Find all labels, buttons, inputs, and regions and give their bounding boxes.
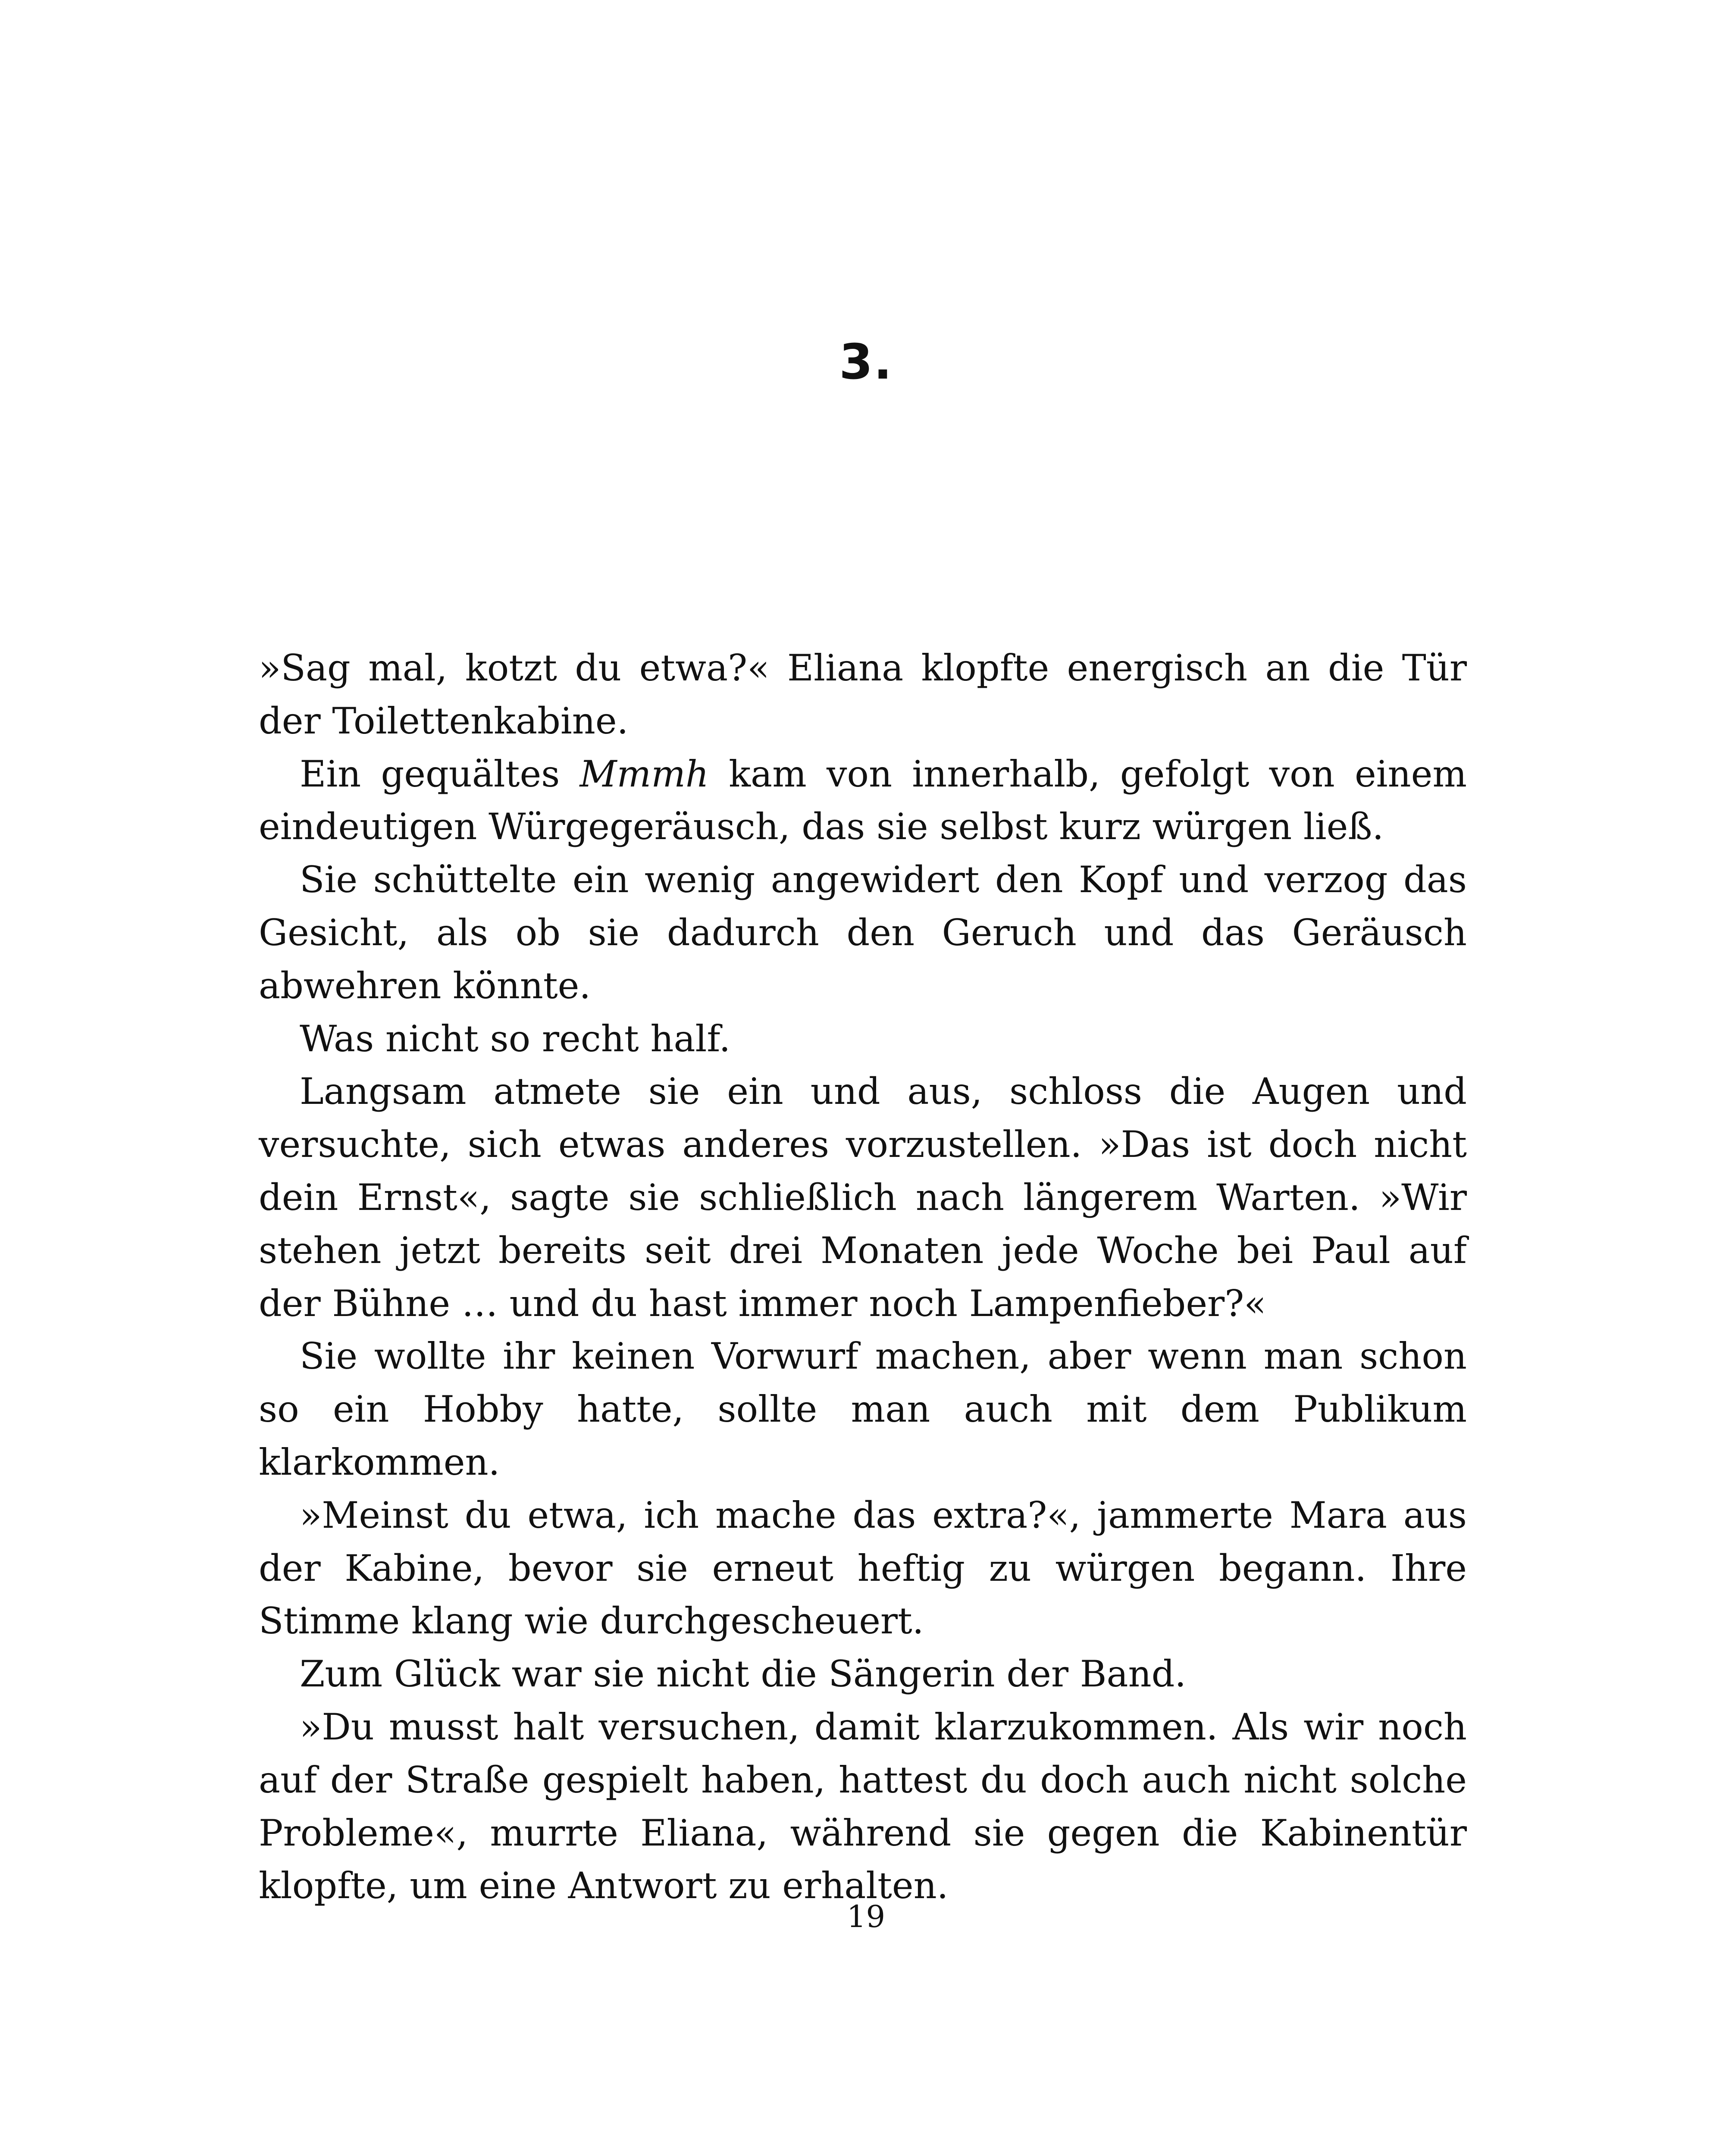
chapter-heading: 3. bbox=[839, 334, 893, 390]
paragraph bbox=[259, 748, 1467, 854]
paragraph: Langsam atmete sie ein und aus, schloss die Augen und versuchte, sich etwas anderes vorzustellen. »Das ist doch nicht dein Ernst«, sagte sie schließlich nach längerem Warten. »Wir stehen jetzt bereits seit drei Monaten jede Woche bei Paul auf der Bühne … und du hast immer noch Lampenfieber?« bbox=[259, 1070, 1467, 1325]
paragraph: »Sag mal, kotzt du etwa?« Eliana klopfte energisch an die Tür der Toilettenkabine. bbox=[259, 647, 1467, 742]
paragraph: Zum Glück war sie nicht die Sängerin der Band. bbox=[300, 1653, 1187, 1695]
italic-word: Mmmh bbox=[579, 752, 709, 795]
page-number: 19 bbox=[846, 1899, 886, 1934]
paragraph: »Du musst halt versuchen, damit klarzukommen. Als wir noch auf der Straße gespielt haben, hattest du doch auch nicht solche Probleme«, murrte Eliana, während sie gegen die Kabinentür klopfte, um eine Antwort zu erhalten. bbox=[259, 1705, 1467, 1907]
paragraph-text: Ein gequältes bbox=[300, 752, 580, 795]
paragraph: »Meinst du etwa, ich mache das extra?«, jammerte Mara aus der Kabine, bevor sie erneut heftig zu würgen begann. Ihre Stimme klang wie durchgescheuert. bbox=[259, 1494, 1467, 1642]
body-text bbox=[259, 642, 1467, 1912]
paragraph-text: kam von innerhalb, gefolgt von einem eindeutigen Würgegeräusch, das sie selbst kurz würgen ließ. bbox=[259, 752, 1467, 848]
paragraph: Sie wollte ihr keinen Vorwurf machen, aber wenn man schon so ein Hobby hatte, sollte man auch mit dem Publikum klarkommen. bbox=[259, 1335, 1467, 1483]
paragraph: Was nicht so recht half. bbox=[300, 1017, 731, 1060]
paragraph: Sie schüttelte ein wenig angewidert den Kopf und verzog das Gesicht, als ob sie dadurch den Geruch und das Geräusch abwehren könnte. bbox=[259, 859, 1467, 1007]
